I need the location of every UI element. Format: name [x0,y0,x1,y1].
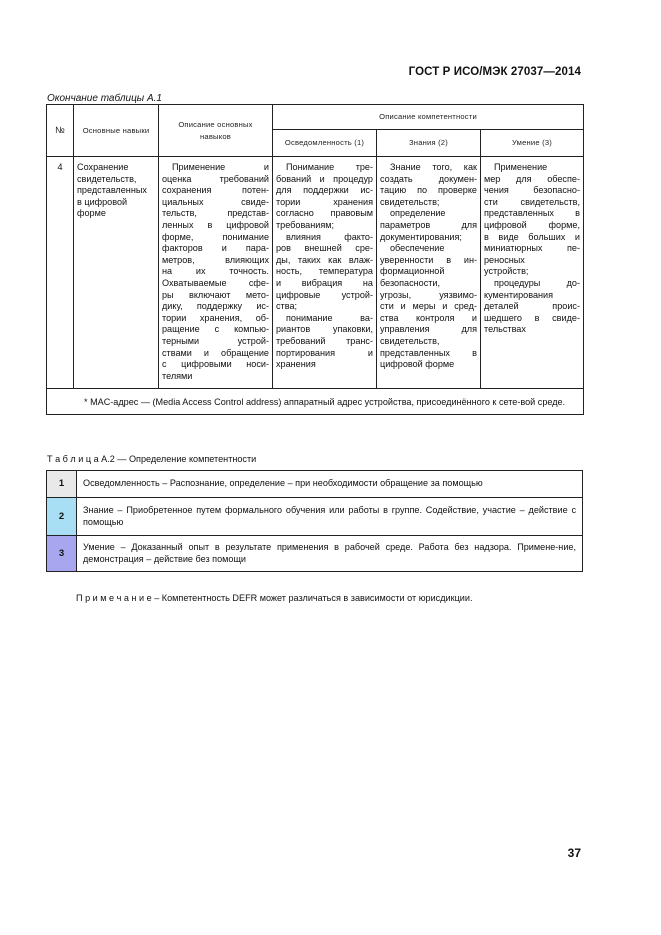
row-awareness: Понимание тре- бований и процедур для поддержки ис- тории хранения согласно правовым требованиям; влияния факто- ров внешней сре- ды, таких как влаж- ность, температура и вибрация на цифровые устрой- ства; понимание ва- риантов упаковки, требований транс- портирования и хранения [273,157,377,389]
level-definition: Умение – Доказанный опыт в результате применения в рабочей среде. Работа без надзора. Примене-ние, демонстрация – действие без помощи [77,536,583,572]
table-note: П р и м е ч а н и е – Компетентность DEFR может различаться в зависимости от юрисдикции. [76,593,473,603]
table-footnote: * MAC-адрес — (Media Access Control address) аппаратный адрес устройства, присоединённого к сете-вой среде. [47,389,584,415]
row-number: 4 [47,157,74,389]
header-awareness: Осведомленность (1) [273,130,377,157]
level-definition: Осведомленность – Распознание, определение – при необходимости обращение за помощью [77,471,583,498]
header-description: Описание основных навыков [159,105,273,157]
level-number: 2 [47,498,77,536]
row-knowledge: Знание того, как создать докумен- тацию по проверке свидетельств; определение параметров для документирования; обеспечение уверенности в ин- формационной безопасности, угрозы, уязвимо- сти и меры и сред- ства контроля и управления для свидетельств, представленных в цифровой форме [377,157,481,389]
row-description: Применение и оценка требований сохранения потен- циальных свиде- тельств, представ- ленных в цифровой форме, понимание факторов и пара- метров, влияющих на их точность. Охватываемые сфе- ры включают мето- дику, поддержку ис- тории хранения, об- ращение с компью- терными устрой- ствами и обращение с цифровыми носи- телями [159,157,273,389]
table-row [47,536,583,572]
level-number: 3 [47,536,77,572]
table-row [47,498,583,536]
header-skill: Умение (3) [481,130,584,157]
row-skill: Сохранение свидетельств, представленных в цифровой форме [74,157,159,389]
row-skill-description: Применение мер для обеспе- чения безопасно- сти свидетельств, представленных в цифровой форме, в виде больших и миниатюрных пе- реносных устройств; процедуры до- кументирования деталей проис- шедшего в свиде- тельствах [481,157,584,389]
table-row [47,471,583,498]
header-competence: Описание компетентности [273,105,584,130]
competence-table-a1 [46,104,584,415]
level-definition: Знание – Приобретенное путем формального обучения или работы в группе. Содействие, участие – действие с помощью [77,498,583,536]
header-num: № [47,105,74,157]
table-continuation-label: Окончание таблицы А.1 [47,93,162,104]
table-a2-caption: Т а б л и ц а А.2 — Определение компетентности [47,454,257,464]
header-knowledge: Знания (2) [377,130,481,157]
document-header: ГОСТ Р ИСО/МЭК 27037—2014 [408,66,581,78]
competence-definition-table [46,470,583,572]
header-skills: Основные навыки [74,105,159,157]
level-number: 1 [47,471,77,498]
page-number: 37 [567,846,581,860]
